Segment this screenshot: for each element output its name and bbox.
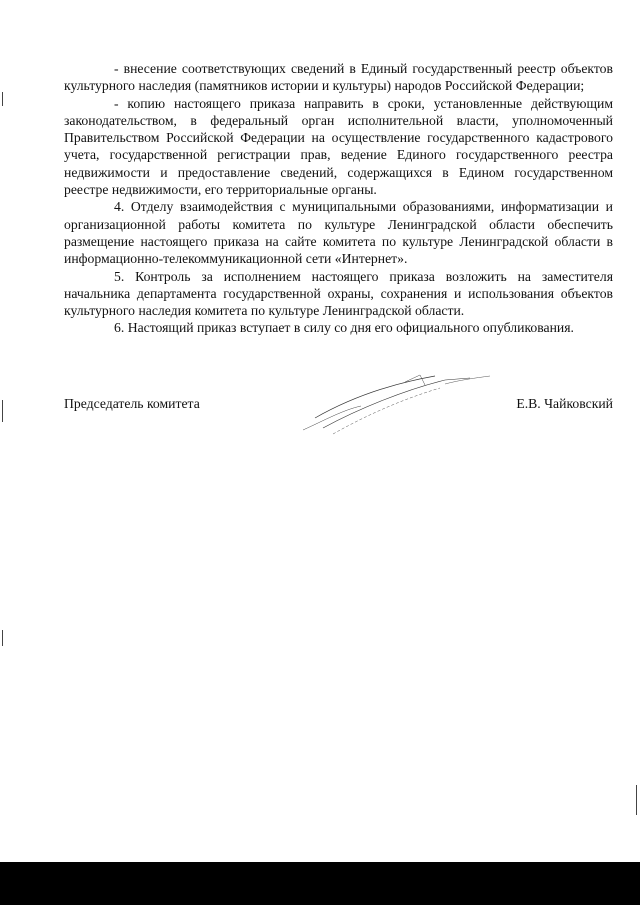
scan-artifact-right-1 [636,785,637,815]
paragraph-item-4: 4. Отделу взаимодействия с муниципальными образованиями, информатизации и организационной работы комитета по культуре Ленинградской области обеспечить размещение настоящего приказа на сайте комитета по культуре Ленинградской области в информационно-телекоммуникационной сети «Интернет». [64,199,613,267]
paragraph-send-copy: - копию настоящего приказа направить в сроки, установленные действующим законодательством, в федеральный орган исполнительной власти, уполномоченный Правительством Российской Федерации на осуществление государственного кадастрового учета, государственной регистрации прав, ведение Единого государственного реестра недвижимости и предоставление сведений, содержащихся в Едином государственном реестре недвижимости, его территориальные органы. [64,95,613,198]
document-body [64,60,613,337]
paragraph-registry-entry: - внесение соответствующих сведений в Единый государственный реестр объектов культурного наследия (памятников истории и культуры) народов Российской Федерации; [64,61,613,94]
scan-artifact-left-2 [2,400,3,422]
paragraph-item-5: 5. Контроль за исполнением настоящего приказа возложить на заместителя начальника департамента государственной охраны, сохранения и использования объектов культурного наследия комитета по культуре Ленинградской области. [64,268,613,319]
scan-artifact-left-3 [2,630,3,646]
signatory-position: Председатель комитета [64,396,200,411]
scan-artifact-left-1 [2,92,3,106]
handwritten-signature [295,370,495,445]
paragraph-item-6: 6. Настоящий приказ вступает в силу со дня его официального опубликования. [114,320,574,336]
scan-bottom-bar [0,862,640,905]
signatory-name: Е.В. Чайковский [516,396,613,411]
